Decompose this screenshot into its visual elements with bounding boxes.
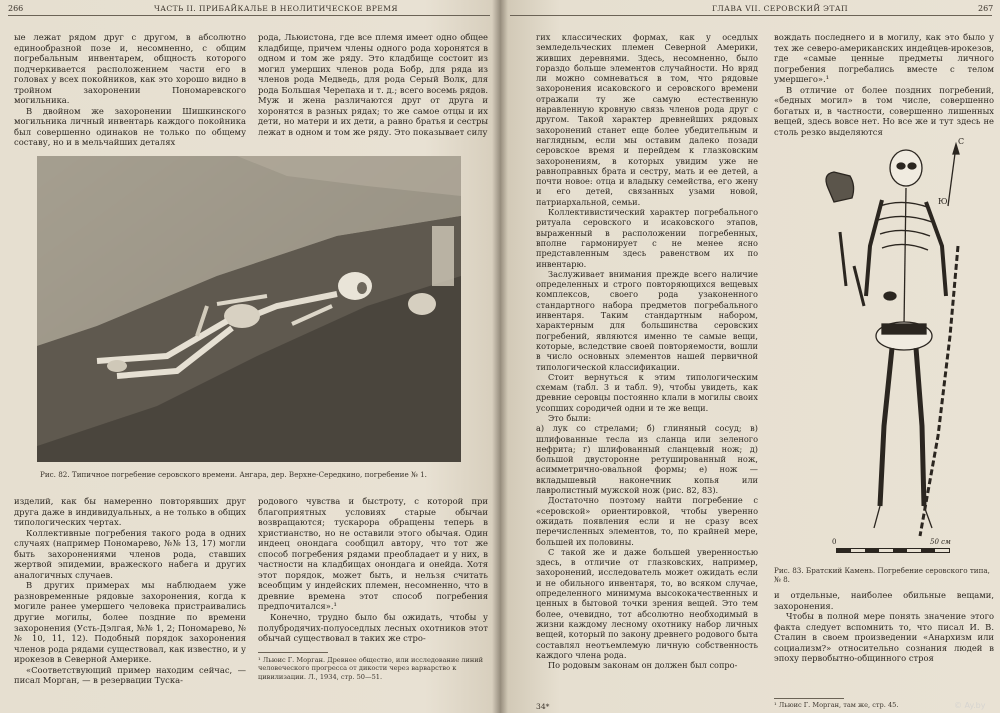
right-footnote: ¹ Льюис Г. Морган, там же, стр. 45. xyxy=(774,701,899,709)
paragraph: а) лук со стрелами; б) глиняный сосуд; в) шлифованные тесла из сланца или зеленого нефрита; г) шлифованный сланцевый нож; д) большой двусторонне ретушированный нож, асимметрично-овальной формы; е) нож — вкладышевый наконечник копья или лавролистный мужской нож (рис. 82, 83). xyxy=(536,423,758,496)
right-head-rule xyxy=(510,15,992,16)
paragraph: вождать последнего и в могилу, как это было у тех же северо-американских индейцев-ирокезов, где «самые ценные предметы личного погребения погребались вместе с телом умершего».¹ xyxy=(774,32,994,85)
left-page-number: 266 xyxy=(8,4,24,13)
right-page-number: 267 xyxy=(978,4,994,13)
paragraph: гих классических формах, как у оседлых земледельческих племен Северной Америки, живших деревнями. Здесь, несомненно, было гораздо больше элементов случайности. Но вряд ли можно сомневаться в том, что рядовые захоронения исаковского и серовского времени отражали ту же самую естественную наравленную кровную связь членов рода друг с другом. Такой характер древнейших рядовых захоронений станет еще более убедительным и наглядным, если мы оставим далеко позади серовское время и перейдем к глазковским захоронениям, в которых увидим уже не равноправных брата и сестру, мать и ее детей, а почти новое: отца и владыку семейства, его жену и его детей, связанных узами новой, патриархальной, семьи. xyxy=(536,32,758,207)
right-col2-bottom xyxy=(774,590,994,668)
right-running-head: ГЛАВА VII. СЕРОВСКИЙ ЭТАП xyxy=(712,4,849,13)
paragraph: Заслуживает внимания прежде всего наличие определенных и строго повторяющихся вещевых комплексов, своего рода узаконенного стандартного набора предметов погребального инвентаря. Таким стандартным набором, характерным для большинства серовских погребений, являются именно те самые вещи, которые, вследствие своей повторяемости, вошли в число основных элементов нашей первичной типологической классификации. xyxy=(536,268,758,372)
left-footnote: ¹ Льюис Г. Морган. Древнее общество, или исследование линий человеческого прогресса от дикости через варварство к цивилизации. Л., 1934, стр. 50—51. xyxy=(258,656,484,681)
watermark: © Ay.by xyxy=(954,701,986,710)
paragraph: Стоит вернуться к этим типологическим схемам (табл. 3 и табл. 9), чтобы увидеть, как древние серовцы постоянно клали в могилы своих усопших сородичей одни и те же вещи. xyxy=(536,371,758,413)
book-gutter xyxy=(492,0,508,713)
paragraph: Достаточно поэтому найти погребение с «серовской» ориентировкой, чтобы уверенно ожидать появления если и не сразу всех перечисленных элементов, то, по крайней мере, большей их половины. xyxy=(536,495,758,547)
burial-photo-illustration xyxy=(37,156,461,462)
paragraph: С такой же и даже большей уверенностью здесь, в отличие от глазковских, например, захоронений, исследователь может ожидать если и не обильного инвентаря, то, во всяком случае, определенного минимума высококачественных и ценных в бытовой точки зрения вещей. Это тем более, очевидно, тот абсолютно необходимый в жизни каждому лесному охотнику набор личных вещей, который по закону древнего родового быта составлял неотъемлемую личную собственность каждого члена рода. xyxy=(536,546,758,660)
right-col1 xyxy=(536,32,758,704)
figure-83-caption: Рис. 83. Братский Камень. Погребение серовского типа, № 8. xyxy=(774,566,990,584)
right-page xyxy=(500,0,1000,713)
footnote-rule xyxy=(258,652,328,653)
paragraph: Коллективные погребения такого рода в одних случаях (например Пономарево, №№ 13, 17) могли быть захоронениями членов рода, ставших жертвой эпидемии, вражеского набега и других аналогичных случаев. xyxy=(14,527,246,580)
compass-north-label: С xyxy=(958,137,965,146)
left-running-head: ЧАСТЬ II. ПРИБАЙКАЛЬЕ В НЕОЛИТИЧЕСКОЕ ВРЕМЯ xyxy=(154,4,398,13)
figure-82-caption: Рис. 82. Типичное погребение серовского времени. Ангара, дер. Верхне-Середкино, погребение № 1. xyxy=(40,470,427,479)
paragraph: и отдельные, наиболее обильные вещами, захоронения. xyxy=(774,590,994,611)
left-head-rule xyxy=(8,15,490,16)
paragraph: Это были: xyxy=(548,412,592,423)
signature-mark: 34* xyxy=(536,702,550,711)
left-col2-bottom xyxy=(258,496,488,648)
scale-zero-label: 0 xyxy=(832,538,837,546)
paragraph: В двойном же захоронении Шишкинского могильника личный инвентарь каждого покойника был совершенно одинаков не только по общему составу, но и в мельчайших деталях xyxy=(14,105,246,148)
right-footnote-rule xyxy=(774,698,844,699)
right-col2-top xyxy=(774,32,994,144)
left-col2-top xyxy=(258,32,488,148)
paragraph: ые лежат рядом друг с другом, в абсолютно единообразной позе и, несомненно, с общим погребальным инвентарем, общность которого подчеркивается расположением части его в головах у всех покойников, как это хорошо видно в тройном захоронении Пономаревского могильника. xyxy=(14,32,246,106)
paragraph: Конечно, трудно было бы ожидать, чтобы у полубродячих-полуоседлых лесных охотников этот обычай существовал в таких же стро- xyxy=(258,612,488,644)
paragraph: В других примерах мы наблюдаем уже разновременные рядовые захоронения, когда к могиле ранее умершего человека пристраивались другие могилы, более поздние по времени захоронения (Усть-Дэлгая, №№ 1, 2; Пономарево, №№ 10, 11, 12). Подобный порядок захоронения членов рода рядами существовал, как известно, и у ирокезов в Северной Америке. xyxy=(14,580,246,665)
left-col1-bottom xyxy=(14,496,246,706)
paragraph: изделий, как бы намеренно повторявших друг друга даже в индивидуальных, а не только в общих типологических чертах. xyxy=(14,496,246,528)
burial-photo xyxy=(37,156,461,462)
left-col1-top xyxy=(14,32,246,148)
paragraph: Коллективистический характер погребального ритуала серовского и исаковского этапов, выраженный в расположении погребенных, вполне гармонирует с не менее ясно представленным здесь равенством их по инвентарю. xyxy=(536,207,758,269)
scale-label: 50 см xyxy=(930,538,951,546)
paragraph: рода, Льюистона, где все племя имеет одно общее кладбище, причем члены одного рода хоронятся в одном и том же ряду. Это кладбище состоит из могил умерших членов рода Бобр, для ряда из членов рода Медведь, для рода Серый Волк, для рода Большая Черепаха и т. д.; всего восемь рядов. Муж и жена различаются друг от друга и хоронятся в разных рядах; то же самое отцы и их дети, но матери и их дети, а равно братья и сестры лежат в одном и том же ряду. Это показывает силу xyxy=(258,32,488,137)
paragraph: родового чувства и быстроту, с которой при благоприятных условиях старые обычаи возвращаются; тускарора обращены теперь в христианство, но не оставили этого обычая. Один индеец онондага сообщил автору, что тот же способ погребения рядами преобладает и у них, в частности на кладбищах онондага и онейда. Хотя этот порядок, может быть, и нельзя считать всеобщим у индейских племен, несомненно, что в древние времена этот способ погребения предпочитался».¹ xyxy=(258,496,488,612)
paragraph: Чтобы в полной мере понять значение этого факта следует вспомнить то, что писал И. В. Сталин в своем произведении «Анархизм или социализм?» относительно сознания людей в эпоху первобытно-общинного строя xyxy=(774,611,994,664)
compass-south-label: Ю xyxy=(938,197,948,206)
paragraph: По родовым законам он должен был сопро- xyxy=(548,660,738,671)
scale-bar xyxy=(836,548,950,553)
paragraph: «Соответствующий пример находим сейчас, — писал Морган, — в резервации Туска- xyxy=(14,664,246,686)
paragraph: В отличие от более поздних погребений, «бедных могил» в том числе, совершенно богатых и, в частности, совершенно лишенных вещей, здесь вовсе нет. Но все же и тут здесь не столь резко выделяются xyxy=(774,84,994,137)
skeleton-drawing xyxy=(820,136,980,556)
